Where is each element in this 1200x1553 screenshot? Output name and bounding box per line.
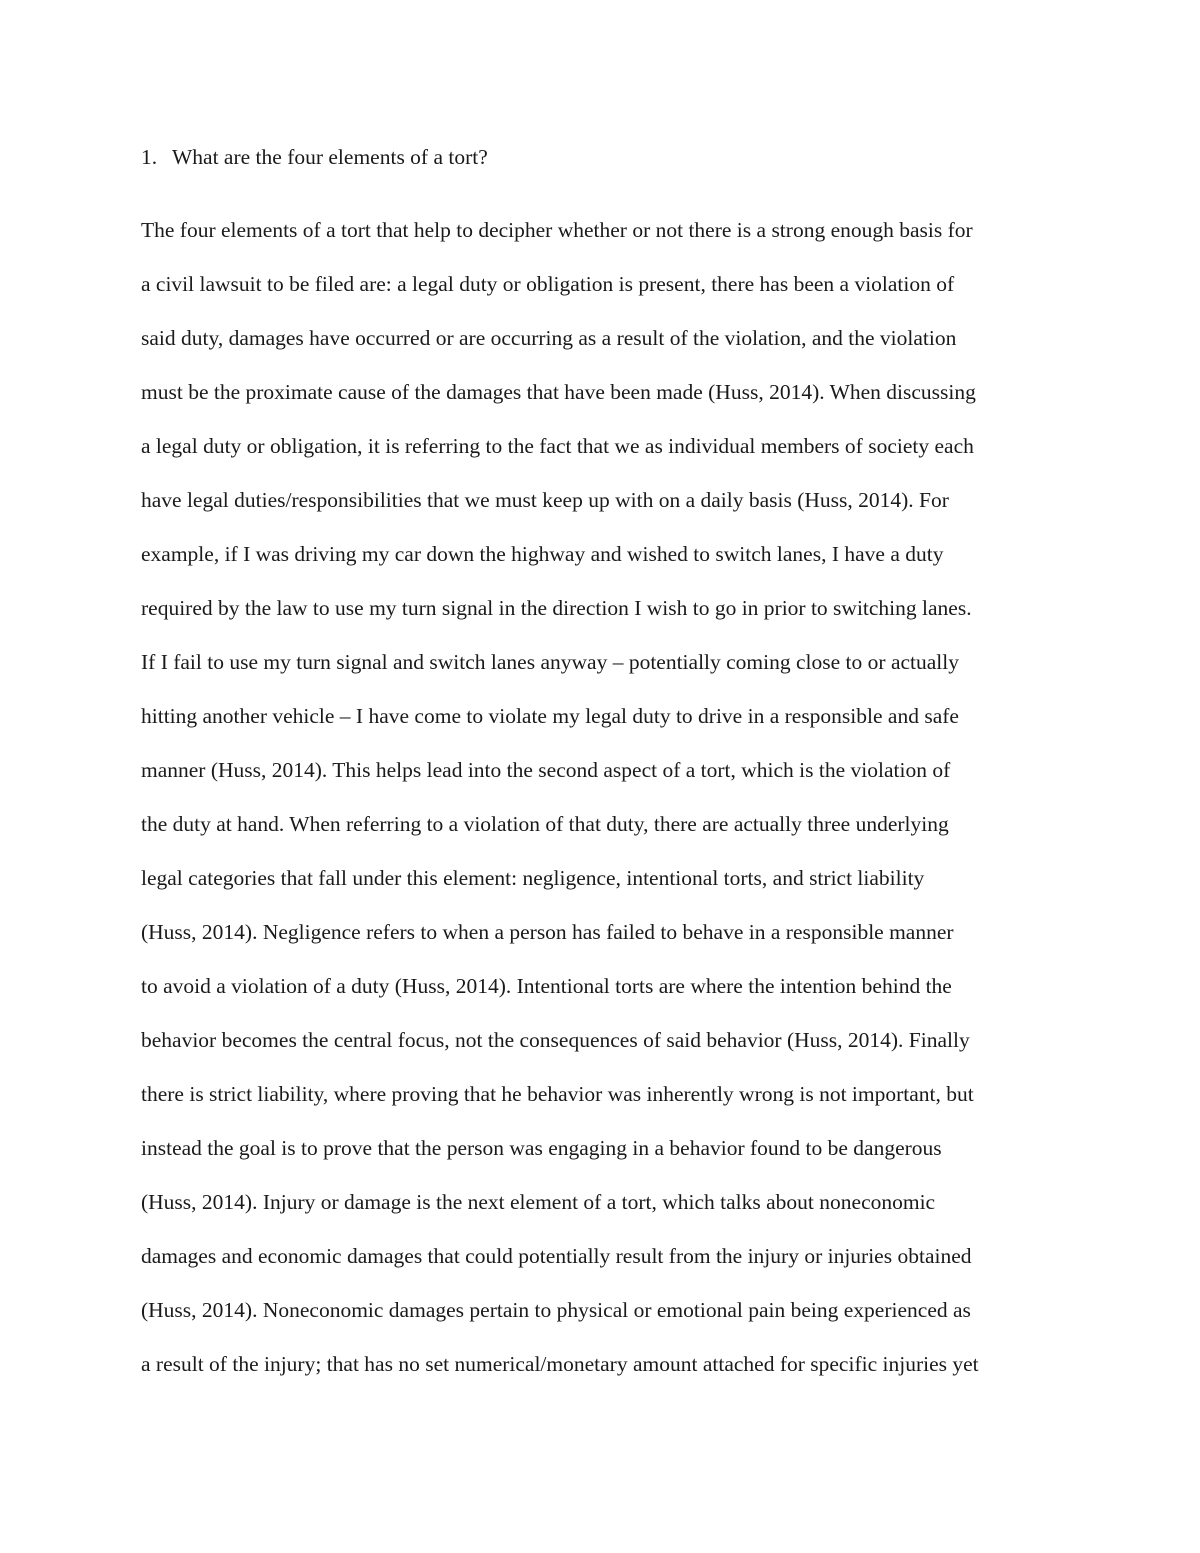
paragraph-line: to avoid a violation of a duty (Huss, 2014). Intentional torts are where the intention behind the xyxy=(141,974,952,998)
paragraph-line: damages and economic damages that could potentially result from the injury or injuries obtained xyxy=(141,1244,972,1268)
paragraph-line: said duty, damages have occurred or are occurring as a result of the violation, and the violation xyxy=(141,326,957,350)
paragraph-line: the duty at hand. When referring to a violation of that duty, there are actually three underlying xyxy=(141,812,949,836)
paragraph-line: a civil lawsuit to be filed are: a legal duty or obligation is present, there has been a violation of xyxy=(141,272,955,296)
paragraph-line: (Huss, 2014). Noneconomic damages pertain to physical or emotional pain being experienced as xyxy=(141,1298,971,1322)
paragraph-line: have legal duties/responsibilities that we must keep up with on a daily basis (Huss, 2014). For xyxy=(141,488,949,512)
paragraph-line: example, if I was driving my car down the highway and wished to switch lanes, I have a duty xyxy=(141,542,944,566)
paragraph-line: must be the proximate cause of the damages that have been made (Huss, 2014). When discussing xyxy=(141,380,976,404)
paragraph-line: required by the law to use my turn signal in the direction I wish to go in prior to switching lanes. xyxy=(141,596,972,620)
paragraph-line: there is strict liability, where proving that he behavior was inherently wrong is not important, but xyxy=(141,1082,974,1106)
question-number: 1. xyxy=(141,145,158,169)
paragraph-line: instead the goal is to prove that the person was engaging in a behavior found to be dangerous xyxy=(141,1136,942,1160)
paragraph-line: manner (Huss, 2014). This helps lead into the second aspect of a tort, which is the violation of xyxy=(141,758,951,782)
paragraph-line: The four elements of a tort that help to decipher whether or not there is a strong enough basis for xyxy=(141,218,973,242)
paragraph-line: (Huss, 2014). Injury or damage is the next element of a tort, which talks about noneconomic xyxy=(141,1190,936,1214)
paragraph-line: behavior becomes the central focus, not the consequences of said behavior (Huss, 2014). Finally xyxy=(141,1028,970,1052)
paragraph-line: legal categories that fall under this element: negligence, intentional torts, and strict liability xyxy=(141,866,925,890)
question-heading xyxy=(141,142,488,172)
paragraph-line: If I fail to use my turn signal and switch lanes anyway – potentially coming close to or actually xyxy=(141,650,959,674)
paragraph-line: a legal duty or obligation, it is referring to the fact that we as individual members of society each xyxy=(141,434,974,458)
question-text: What are the four elements of a tort? xyxy=(172,145,488,169)
paragraph-line: a result of the injury; that has no set numerical/monetary amount attached for specific injuries yet xyxy=(141,1352,979,1376)
answer-paragraph xyxy=(141,212,979,1400)
paragraph-line: (Huss, 2014). Negligence refers to when a person has failed to behave in a responsible manner xyxy=(141,920,954,944)
paragraph-line: hitting another vehicle – I have come to violate my legal duty to drive in a responsible and safe xyxy=(141,704,959,728)
